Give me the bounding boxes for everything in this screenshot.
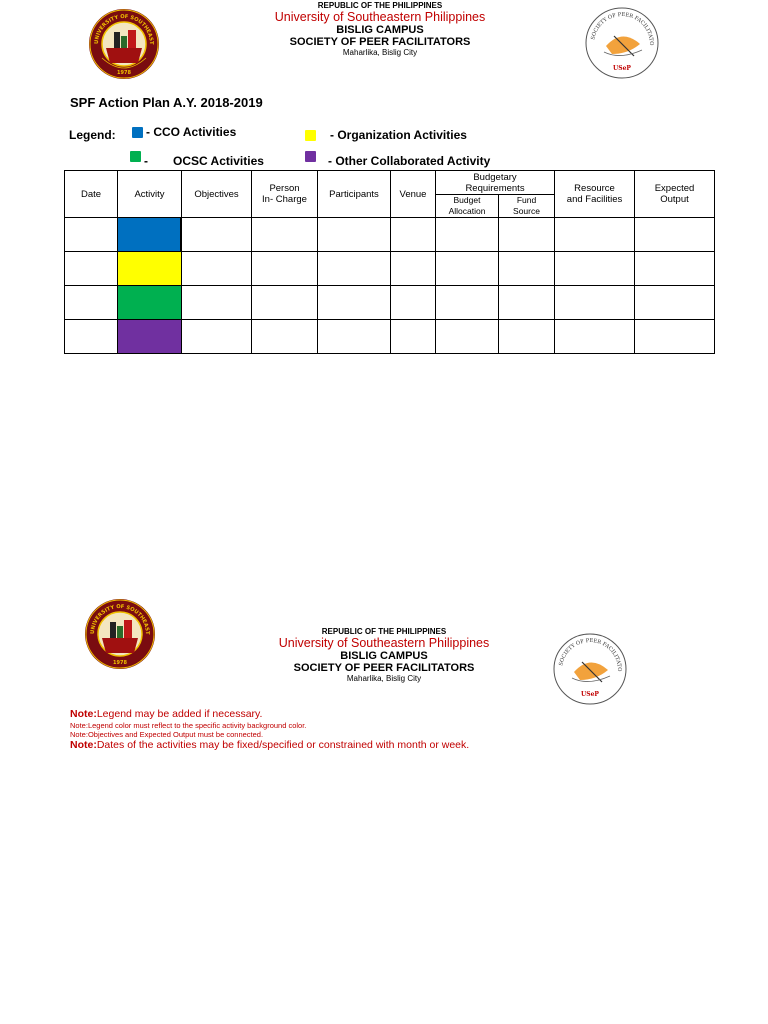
svg-text:1978: 1978 [113, 660, 127, 666]
header-activity: Activity [118, 171, 182, 218]
address-line: Maharlika, Bislig City [346, 674, 422, 683]
table-cell [436, 320, 499, 354]
legend-item-organization [305, 128, 467, 142]
campus-name: BISLIG CAMPUS [340, 650, 428, 662]
date-cell [65, 320, 118, 354]
table-cell [318, 320, 391, 354]
note-text: Dates of the activities may be fixed/specified or constrained with month or week. [96, 739, 470, 751]
header-text: Output [660, 194, 689, 205]
header-block-top [230, 1, 530, 57]
table-cell [635, 320, 715, 354]
header-expected-output [635, 171, 715, 218]
note-label: Note: [70, 730, 88, 739]
table-row [65, 218, 715, 252]
republic-line: REPUBLIC OF THE PHILIPPINES [317, 1, 443, 10]
header-text: Person [269, 183, 300, 194]
header-person-in-charge [252, 171, 318, 218]
header-text: Budgetary [473, 171, 517, 183]
university-seal-bottom [84, 598, 156, 675]
header-text: Expected [654, 183, 695, 194]
header-text: Requirements [465, 182, 525, 194]
header-text: and Facilities [566, 194, 623, 205]
table-row [65, 320, 715, 354]
table-cell [499, 218, 555, 252]
header-text: Budget [453, 195, 481, 205]
note-text: Objectives and Expected Output must be connected. [87, 730, 264, 739]
header-date: Date [65, 171, 118, 218]
table-cell [499, 286, 555, 320]
notes-section [70, 708, 710, 752]
table-cell [318, 252, 391, 286]
table-row [65, 252, 715, 286]
svg-text:SOCIETY OF PEER FACILITATORS: SOCIETY OF PEER FACILITATO [590, 11, 655, 46]
green-swatch-icon [130, 151, 141, 162]
note-text: Legend color must reflect to the specific activity background color. [87, 721, 307, 730]
republic-line: REPUBLIC OF THE PHILIPPINES [321, 627, 447, 636]
table-cell [252, 320, 318, 354]
activity-cell-other [118, 320, 182, 354]
action-plan-table [64, 170, 715, 354]
legend-text: - Organization Activities [330, 128, 467, 142]
table-cell [635, 286, 715, 320]
date-cell [65, 252, 118, 286]
peer-facilitators-logo-top [584, 6, 660, 85]
note-label: Note: [70, 739, 97, 751]
table-cell [318, 218, 391, 252]
table-cell [252, 286, 318, 320]
note-line [70, 739, 710, 752]
legend-text: - [144, 154, 148, 168]
svg-text:USeP: USeP [613, 65, 631, 72]
table-cell [318, 286, 391, 320]
purple-swatch-icon [305, 151, 316, 162]
legend-item-other [305, 145, 490, 168]
table-cell [555, 218, 635, 252]
table-cell [182, 252, 252, 286]
header-text: Resource [574, 183, 615, 194]
university-name: University of Southeastern Philippines [274, 10, 486, 24]
table-cell [391, 320, 436, 354]
svg-text:USeP: USeP [581, 691, 599, 698]
header-budget-allocation [436, 195, 499, 218]
table-cell [391, 286, 436, 320]
header-text: Allocation [448, 206, 486, 216]
table-cell [252, 218, 318, 252]
legend-item-cco [132, 125, 236, 139]
svg-text:UNIVERSITY OF SOUTHEASTERN PHI: UNIVERSITY OF SOUTHEAST [93, 13, 155, 45]
activity-cell-cco [118, 218, 182, 252]
peer-facilitators-logo-bottom [552, 632, 628, 711]
table-cell [182, 218, 252, 252]
table-cell [499, 252, 555, 286]
table-cell [499, 320, 555, 354]
note-label: Note: [70, 708, 97, 720]
yellow-swatch-icon [305, 130, 316, 141]
table-cell [555, 320, 635, 354]
header-resource-facilities [555, 171, 635, 218]
table-row [65, 286, 715, 320]
legend-label: Legend: [69, 128, 116, 142]
date-cell [65, 286, 118, 320]
header-block-bottom [234, 627, 534, 683]
activity-cell-ocsc [118, 286, 182, 320]
date-cell [65, 218, 118, 252]
note-text: Legend may be added if necessary. [96, 708, 263, 720]
header-text: Source [513, 206, 540, 216]
table-cell [436, 218, 499, 252]
note-label: Note: [70, 721, 88, 730]
header-venue: Venue [391, 171, 436, 218]
table-cell [182, 286, 252, 320]
legend-item-ocsc [130, 145, 264, 168]
header-participants: Participants [318, 171, 391, 218]
society-name: SOCIETY OF PEER FACILITATORS [293, 662, 475, 674]
header-budgetary-requirements [436, 171, 555, 195]
header-fund-source [499, 195, 555, 218]
table-cell [436, 286, 499, 320]
university-seal-top [88, 8, 160, 85]
legend-text: - Other Collaborated Activity [328, 154, 491, 168]
table-cell [555, 286, 635, 320]
table-cell [391, 218, 436, 252]
page-title: SPF Action Plan A.Y. 2018-2019 [70, 95, 263, 110]
address-line: Maharlika, Bislig City [342, 48, 418, 57]
svg-text:1978: 1978 [117, 70, 131, 76]
legend-text: - CCO Activities [146, 125, 237, 139]
table-cell [635, 252, 715, 286]
legend-text: OCSC Activities [173, 154, 264, 168]
table-cell [182, 320, 252, 354]
header-objectives: Objectives [182, 171, 252, 218]
blue-swatch-icon [132, 127, 143, 138]
note-line [70, 721, 710, 730]
university-name: University of Southeastern Philippines [278, 636, 490, 650]
table-cell [436, 252, 499, 286]
svg-text:SOCIETY OF PEER FACILITATORS: SOCIETY OF PEER FACILITATO [558, 637, 623, 672]
society-name: SOCIETY OF PEER FACILITATORS [289, 36, 471, 48]
table-cell [252, 252, 318, 286]
note-line [70, 730, 710, 739]
table-cell [391, 252, 436, 286]
header-text: In- Charge [262, 194, 307, 205]
header-text: Fund [516, 195, 537, 205]
table-cell [635, 218, 715, 252]
table-cell [555, 252, 635, 286]
note-line [70, 708, 710, 721]
campus-name: BISLIG CAMPUS [336, 24, 424, 36]
activity-cell-organization [118, 252, 182, 286]
svg-text:UNIVERSITY OF SOUTHEASTERN PHI: UNIVERSITY OF SOUTHEAST [89, 603, 151, 635]
